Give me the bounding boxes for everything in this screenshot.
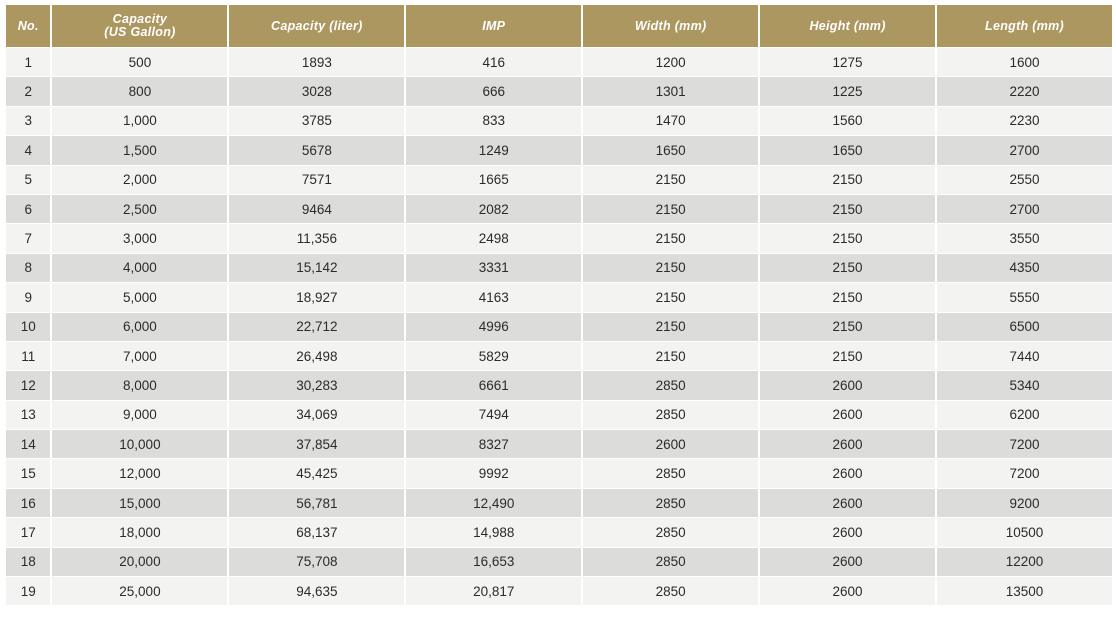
cell-capacity-liter: 15,142 — [229, 254, 404, 282]
header-capacity-liter: Capacity (liter) — [229, 5, 404, 47]
cell-capacity-liter: 9464 — [229, 195, 404, 223]
cell-imp: 1665 — [406, 166, 581, 194]
cell-width: 1470 — [583, 107, 758, 135]
cell-height: 2600 — [760, 577, 935, 605]
cell-no: 15 — [6, 459, 50, 487]
cell-width: 2150 — [583, 313, 758, 341]
cell-capacity-gallon: 3,000 — [52, 224, 227, 252]
cell-capacity-liter: 5678 — [229, 136, 404, 164]
cell-capacity-gallon: 18,000 — [52, 518, 227, 546]
table-row — [6, 224, 1112, 252]
cell-capacity-gallon: 5,000 — [52, 283, 227, 311]
table-row — [6, 313, 1112, 341]
cell-capacity-gallon: 6,000 — [52, 313, 227, 341]
cell-length: 2230 — [937, 107, 1112, 135]
cell-length: 2700 — [937, 195, 1112, 223]
cell-height: 2150 — [760, 166, 935, 194]
cell-imp: 12,490 — [406, 489, 581, 517]
cell-length: 9200 — [937, 489, 1112, 517]
cell-imp: 2082 — [406, 195, 581, 223]
cell-capacity-gallon: 4,000 — [52, 254, 227, 282]
cell-imp: 2498 — [406, 224, 581, 252]
cell-imp: 666 — [406, 77, 581, 105]
cell-imp: 416 — [406, 48, 581, 76]
cell-no: 11 — [6, 342, 50, 370]
cell-length: 5340 — [937, 371, 1112, 399]
header-imp: IMP — [406, 5, 581, 47]
cell-no: 10 — [6, 313, 50, 341]
cell-no: 3 — [6, 107, 50, 135]
cell-width: 2850 — [583, 548, 758, 576]
cell-imp: 8327 — [406, 430, 581, 458]
cell-no: 16 — [6, 489, 50, 517]
cell-length: 5550 — [937, 283, 1112, 311]
cell-imp: 7494 — [406, 401, 581, 429]
cell-capacity-gallon: 12,000 — [52, 459, 227, 487]
cell-capacity-liter: 94,635 — [229, 577, 404, 605]
cell-length: 7440 — [937, 342, 1112, 370]
cell-height: 2150 — [760, 283, 935, 311]
cell-length: 10500 — [937, 518, 1112, 546]
cell-no: 5 — [6, 166, 50, 194]
cell-width: 2150 — [583, 283, 758, 311]
cell-height: 2150 — [760, 313, 935, 341]
cell-capacity-liter: 22,712 — [229, 313, 404, 341]
cell-no: 2 — [6, 77, 50, 105]
table-row — [6, 195, 1112, 223]
table-row — [6, 283, 1112, 311]
table-row — [6, 371, 1112, 399]
cell-capacity-gallon: 2,000 — [52, 166, 227, 194]
cell-imp: 4163 — [406, 283, 581, 311]
cell-width: 2850 — [583, 401, 758, 429]
cell-width: 1301 — [583, 77, 758, 105]
cell-capacity-gallon: 9,000 — [52, 401, 227, 429]
header-length: Length (mm) — [937, 5, 1112, 47]
cell-height: 2600 — [760, 518, 935, 546]
cell-width: 2850 — [583, 518, 758, 546]
header-height: Height (mm) — [760, 5, 935, 47]
table-row — [6, 518, 1112, 546]
header-capacity-gallon — [52, 5, 227, 47]
table-row — [6, 401, 1112, 429]
cell-no: 7 — [6, 224, 50, 252]
table-row — [6, 489, 1112, 517]
cell-width: 2850 — [583, 371, 758, 399]
cell-capacity-gallon: 25,000 — [52, 577, 227, 605]
cell-capacity-gallon: 15,000 — [52, 489, 227, 517]
cell-imp: 3331 — [406, 254, 581, 282]
cell-capacity-liter: 34,069 — [229, 401, 404, 429]
cell-no: 17 — [6, 518, 50, 546]
cell-length: 4350 — [937, 254, 1112, 282]
cell-height: 2600 — [760, 401, 935, 429]
table-header — [6, 5, 1112, 47]
cell-no: 12 — [6, 371, 50, 399]
table-row — [6, 48, 1112, 76]
table-row — [6, 77, 1112, 105]
cell-height: 2150 — [760, 195, 935, 223]
cell-width: 2850 — [583, 577, 758, 605]
cell-length: 2700 — [937, 136, 1112, 164]
cell-capacity-gallon: 20,000 — [52, 548, 227, 576]
cell-width: 2850 — [583, 459, 758, 487]
cell-height: 2150 — [760, 254, 935, 282]
cell-capacity-liter: 45,425 — [229, 459, 404, 487]
cell-width: 2150 — [583, 195, 758, 223]
header-row — [6, 5, 1112, 47]
cell-capacity-gallon: 500 — [52, 48, 227, 76]
cell-capacity-liter: 18,927 — [229, 283, 404, 311]
table-row — [6, 459, 1112, 487]
cell-capacity-liter: 3785 — [229, 107, 404, 135]
cell-length: 3550 — [937, 224, 1112, 252]
cell-width: 2850 — [583, 489, 758, 517]
cell-width: 2150 — [583, 166, 758, 194]
cell-no: 1 — [6, 48, 50, 76]
cell-capacity-liter: 56,781 — [229, 489, 404, 517]
cell-length: 6200 — [937, 401, 1112, 429]
tank-spec-table-container — [4, 4, 1114, 606]
cell-capacity-liter: 1893 — [229, 48, 404, 76]
cell-length: 13500 — [937, 577, 1112, 605]
header-capacity-gallon-line2: (US Gallon) — [104, 25, 176, 39]
table-row — [6, 136, 1112, 164]
tank-specification-table — [4, 4, 1114, 606]
cell-capacity-gallon: 1,500 — [52, 136, 227, 164]
cell-width: 1200 — [583, 48, 758, 76]
table-row — [6, 254, 1112, 282]
cell-width: 2150 — [583, 254, 758, 282]
cell-height: 2150 — [760, 342, 935, 370]
cell-height: 2600 — [760, 371, 935, 399]
cell-capacity-gallon: 8,000 — [52, 371, 227, 399]
cell-length: 12200 — [937, 548, 1112, 576]
cell-no: 9 — [6, 283, 50, 311]
cell-height: 1225 — [760, 77, 935, 105]
cell-length: 7200 — [937, 459, 1112, 487]
header-no: No. — [6, 5, 50, 47]
cell-capacity-gallon: 800 — [52, 77, 227, 105]
cell-no: 13 — [6, 401, 50, 429]
cell-capacity-liter: 75,708 — [229, 548, 404, 576]
cell-capacity-liter: 68,137 — [229, 518, 404, 546]
cell-imp: 9992 — [406, 459, 581, 487]
cell-capacity-gallon: 1,000 — [52, 107, 227, 135]
cell-imp: 1249 — [406, 136, 581, 164]
cell-imp: 20,817 — [406, 577, 581, 605]
cell-width: 2150 — [583, 342, 758, 370]
cell-length: 7200 — [937, 430, 1112, 458]
cell-length: 2220 — [937, 77, 1112, 105]
header-capacity-gallon-line1: Capacity — [112, 12, 168, 26]
cell-imp: 5829 — [406, 342, 581, 370]
cell-capacity-gallon: 2,500 — [52, 195, 227, 223]
cell-no: 4 — [6, 136, 50, 164]
cell-height: 1560 — [760, 107, 935, 135]
cell-capacity-gallon: 10,000 — [52, 430, 227, 458]
cell-width: 2600 — [583, 430, 758, 458]
cell-height: 2600 — [760, 459, 935, 487]
table-row — [6, 342, 1112, 370]
cell-imp: 16,653 — [406, 548, 581, 576]
cell-length: 2550 — [937, 166, 1112, 194]
cell-length: 1600 — [937, 48, 1112, 76]
cell-capacity-liter: 3028 — [229, 77, 404, 105]
cell-no: 18 — [6, 548, 50, 576]
cell-capacity-gallon: 7,000 — [52, 342, 227, 370]
cell-height: 2600 — [760, 548, 935, 576]
cell-capacity-liter: 26,498 — [229, 342, 404, 370]
cell-length: 6500 — [937, 313, 1112, 341]
table-row — [6, 166, 1112, 194]
cell-imp: 6661 — [406, 371, 581, 399]
cell-capacity-liter: 7571 — [229, 166, 404, 194]
cell-width: 1650 — [583, 136, 758, 164]
cell-no: 14 — [6, 430, 50, 458]
cell-capacity-liter: 37,854 — [229, 430, 404, 458]
cell-height: 1650 — [760, 136, 935, 164]
cell-width: 2150 — [583, 224, 758, 252]
cell-height: 1275 — [760, 48, 935, 76]
cell-capacity-liter: 11,356 — [229, 224, 404, 252]
table-body — [6, 48, 1112, 605]
cell-capacity-liter: 30,283 — [229, 371, 404, 399]
header-width: Width (mm) — [583, 5, 758, 47]
cell-no: 8 — [6, 254, 50, 282]
cell-height: 2600 — [760, 430, 935, 458]
cell-no: 6 — [6, 195, 50, 223]
table-row — [6, 107, 1112, 135]
cell-no: 19 — [6, 577, 50, 605]
cell-imp: 4996 — [406, 313, 581, 341]
cell-height: 2600 — [760, 489, 935, 517]
cell-imp: 14,988 — [406, 518, 581, 546]
table-row — [6, 548, 1112, 576]
table-row — [6, 577, 1112, 605]
table-row — [6, 430, 1112, 458]
cell-imp: 833 — [406, 107, 581, 135]
cell-height: 2150 — [760, 224, 935, 252]
